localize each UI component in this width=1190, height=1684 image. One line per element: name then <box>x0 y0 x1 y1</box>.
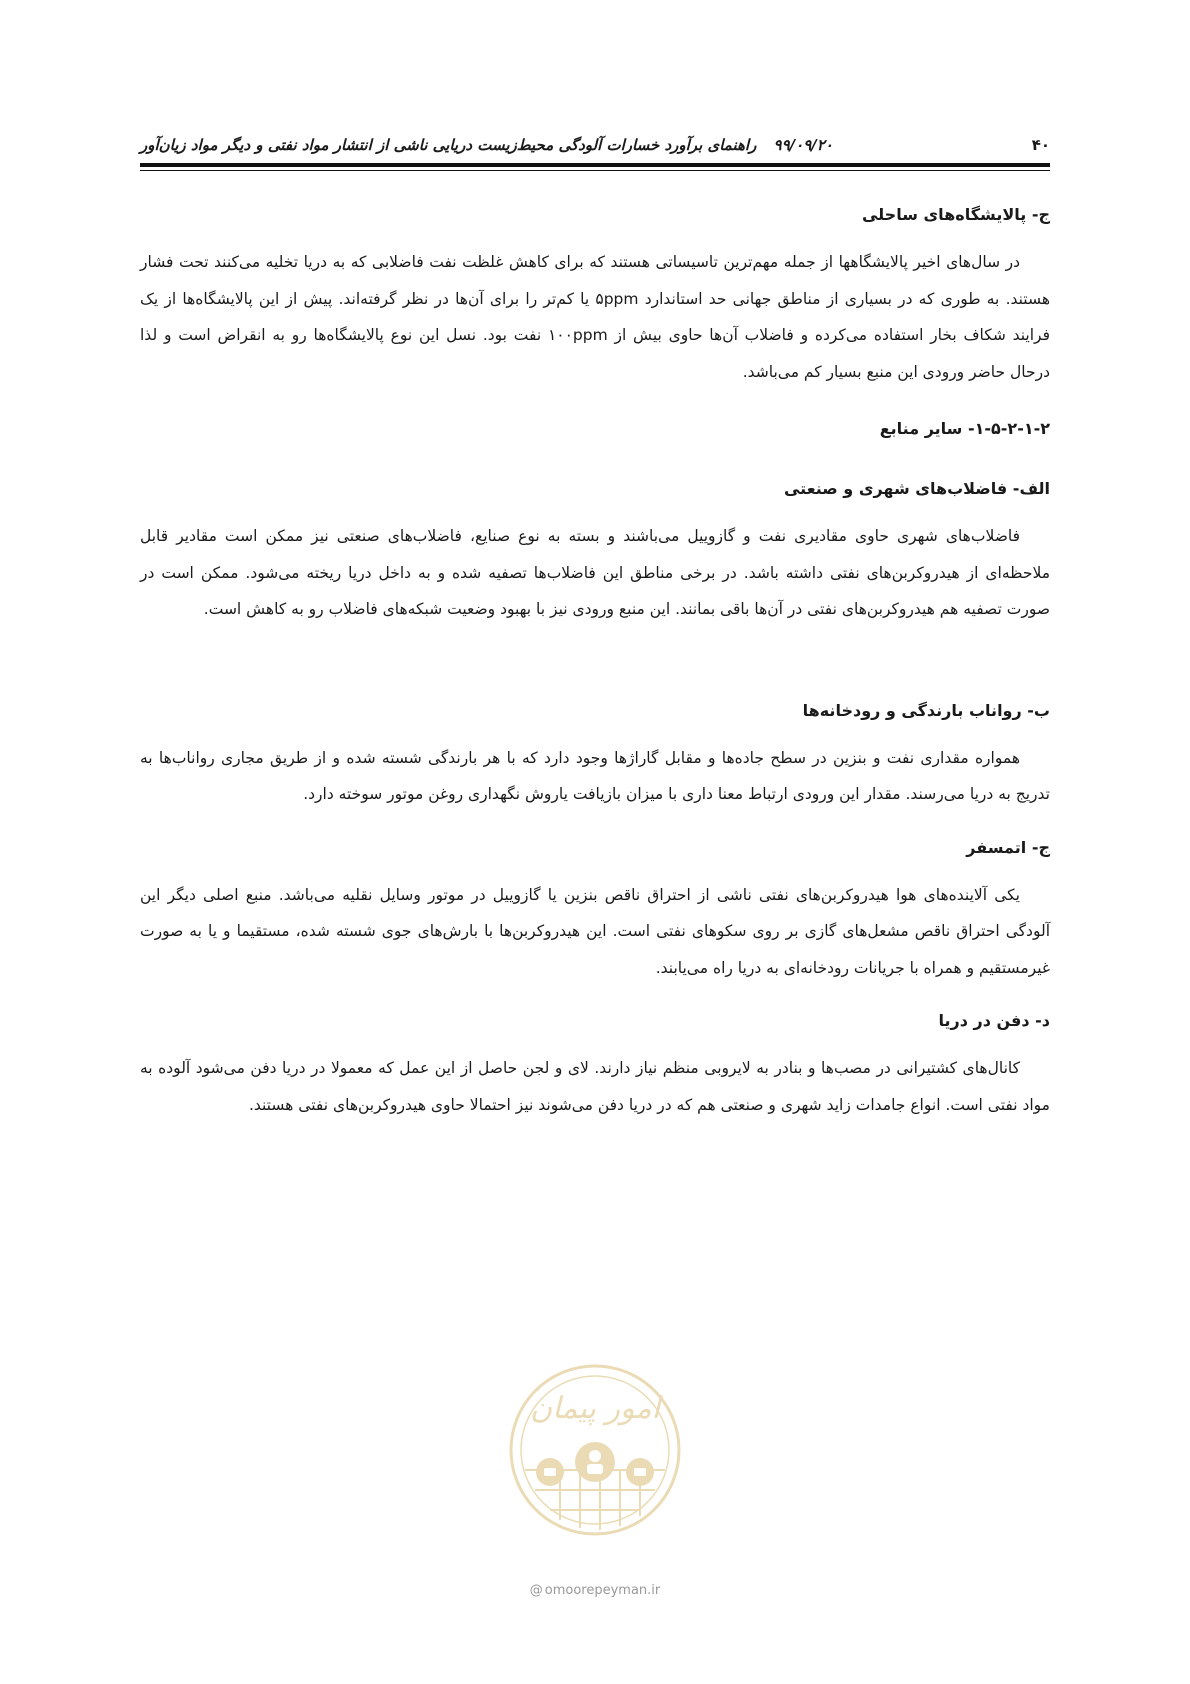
paragraph-atmosphere: یکی آلاینده‌های هوا هیدروکربن‌های نفتی ناشی از احتراق ناقص بنزین یا گازوییل در موتور وسایل نقلیه می‌باشد. منبع اصلی دیگر این آلودگی احتراق ناقص مشعل‌های گازی بر روی سکوهای نفتی است. این هیدروکربن‌ها با بارش‌های جوی شسته شده، مستقیما و یا به صورت غیرمستقیم و همراه با جریانات رودخانه‌ای به دریا راه می‌یابند. <box>140 885 1050 977</box>
document-body <box>140 200 1050 1123</box>
page-header <box>140 128 1050 154</box>
heading-urban-industrial-wastewater: الف- فاضلاب‌های شهری و صنعتی <box>783 479 1050 498</box>
header-rule-thick <box>140 163 1050 167</box>
watermark-url <box>0 1583 1190 1598</box>
header-title: راهنمای برآورد خسارات آلودگی محیط‌زیست دریایی ناشی از انتشار مواد نفتی و دیگر مواد زیان‌آور <box>140 136 757 154</box>
watermark-url-text: omoorepeyman.ir <box>544 1583 661 1598</box>
running-title-block <box>140 136 833 154</box>
paragraph-coastal-refineries: در سال‌های اخیر پالایشگاهها از جمله مهم‌ترین تاسیساتی هستند که برای کاهش غلظت نفت فاضلابی که به دریا تخلیه می‌کنند تحت فشار هستند. به طوری که در بسیاری از مناطق جهانی حد استاندارد ۵ppm یا کم‌تر را برای آن‌ها در نظر گرفته‌اند. پیش از این پالایشگاه‌ها از یک فرایند شکاف بخار استفاده می‌کرده و فاضلاب آن‌ها حاوی بیش از ۱۰۰ppm نفت بود. نسل این نوع پالایشگاه‌ها رو به انقراض است و لذا درحال حاضر ورودی این منبع بسیار کم می‌باشد. <box>140 253 1050 381</box>
at-sign-icon: @ <box>529 1583 543 1598</box>
heading-runoff-rivers: ب- رواناب بارندگی و رودخانه‌ها <box>802 700 1050 720</box>
omoore-peyman-seal-icon <box>505 1360 685 1540</box>
page-number: ۴۰ <box>1031 136 1050 154</box>
heading-other-sources: ۱-۵-۲-۱-۲- سایر منابع <box>879 419 1050 438</box>
paragraph-sea-dumping: کانال‌های کشتیرانی در مصب‌ها و بنادر به لایروبی منظم نیاز دارند. لای و لجن حاصل از این عمل که معمولا در دریا دفن می‌شود آلوده به مواد نفتی است. انواع جامدات زاید شهری و صنعتی هم که در دریا دفن می‌شوند نیز احتمالا حاوی هیدروکربن‌های نفتی هستند. <box>140 1059 1050 1114</box>
heading-sea-dumping: د- دفن در دریا <box>938 1011 1050 1030</box>
paragraph-runoff-rivers: همواره مقداری نفت و بنزین در سطح جاده‌ها و مقابل گاراژها وجود دارد که با هر بارندگی شسته شده و از طریق مجاری رواناب‌ها به تدریج به دریا می‌رسند. مقدار این ورودی ارتباط معنا داری با میزان بازیافت یاروش نگهداری روغن موتور سوخته دارد. <box>140 748 1050 803</box>
paragraph-urban-industrial-wastewater: فاضلاب‌های شهری حاوی مقادیری نفت و گازوییل می‌باشند و بسته به نوع صنایع، فاضلاب‌های صنعتی نیز ممکن است مقادیر قابل ملاحظه‌ای از هیدروکربن‌های نفتی داشته باشد. در برخی مناطق این فاضلاب‌ها تصفیه شده و به داخل دریا ریخته می‌شود. ممکن است در صورت تصفیه هم هیدروکربن‌های نفتی در آن‌ها باقی بمانند. این منبع ورودی نیز با بهبود وضعیت شبکه‌های فاضلاب رو به کاهش است. <box>140 527 1050 618</box>
heading-atmosphere: ج- اتمسفر <box>966 837 1050 857</box>
header-rule-thin <box>140 170 1050 171</box>
header-date: ۹۹/۰۹/۲۰ <box>773 136 833 154</box>
watermark-logo-text: امور پیمان <box>530 1391 660 1426</box>
heading-coastal-refineries: ج- پالایشگاه‌های ساحلی <box>861 205 1050 224</box>
